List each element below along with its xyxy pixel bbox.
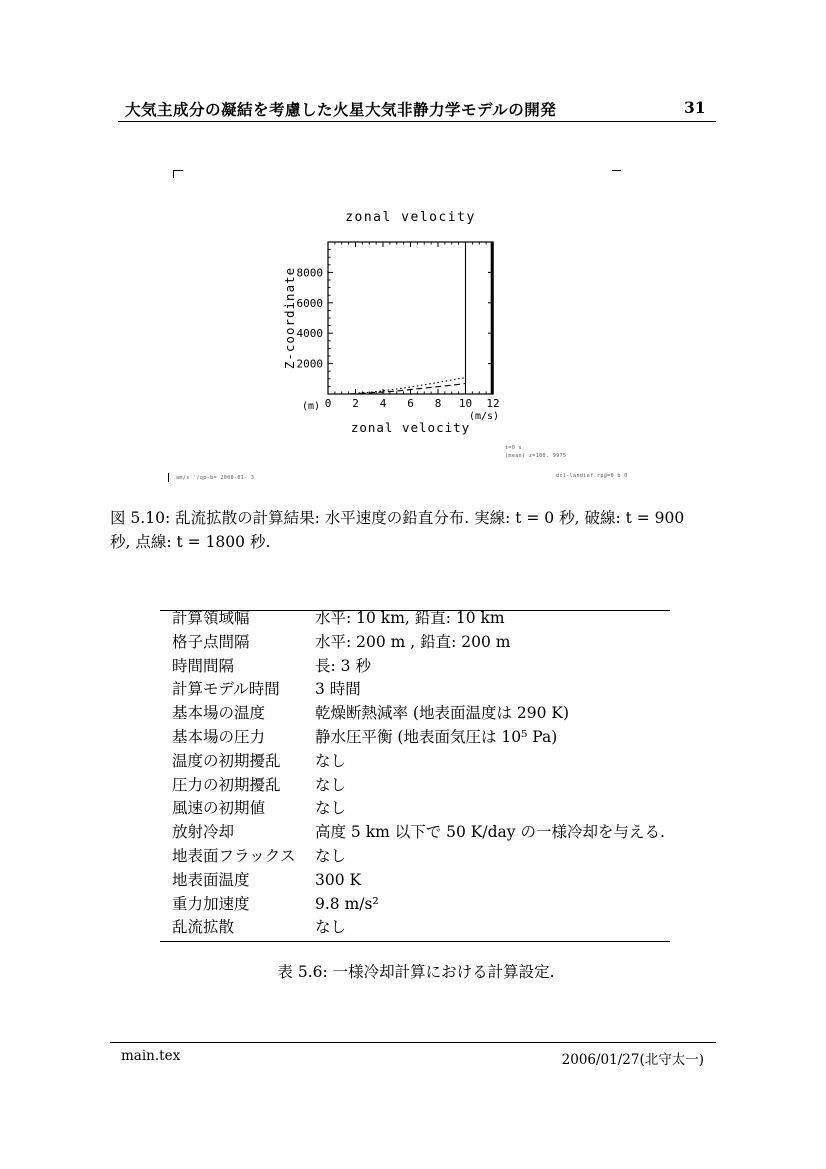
y-axis-unit: (m)	[301, 401, 320, 412]
row-value: 長: 3 秒	[315, 656, 371, 675]
row-value: 乾燥断熱減率 (地表面温度は 290 K)	[315, 704, 570, 723]
row-label: 地表面温度	[172, 870, 250, 889]
table-row	[160, 893, 670, 917]
zonal-velocity-chart	[268, 198, 530, 443]
x-tick-label: 10	[458, 397, 473, 410]
y-axis-label: Z-coordinate	[282, 266, 297, 370]
row-label: 基本場の圧力	[172, 727, 266, 746]
plot-annotation-mean: (mean) z=100. 9975	[505, 453, 567, 459]
row-label: 乱流拡散	[172, 918, 235, 937]
x-tick-label: 8	[434, 397, 442, 410]
row-value: なし	[315, 846, 347, 865]
figure-caption-line-1: 図 5.10: 乱流拡散の計算結果: 水平速度の鉛直分布. 実線: t = 0 秒, 破線: t = 900	[110, 509, 685, 527]
y-tick-label: 2000	[296, 357, 323, 371]
row-value: なし	[315, 775, 347, 794]
x-tick-label: 4	[379, 397, 387, 410]
row-value: なし	[315, 918, 347, 937]
table-row	[160, 869, 670, 893]
figure-corner-mark-top-right	[612, 170, 621, 171]
figure-stamp-right: dcl-landief.rp@=0 b 0	[556, 473, 628, 479]
row-label: 放射冷却	[172, 823, 235, 842]
row-label: 地表面フラックス	[172, 846, 296, 865]
table-bottom-rule	[160, 941, 670, 942]
y-tick-label: 8000	[296, 266, 323, 280]
row-value: 水平: 200 m , 鉛直: 200 m	[315, 632, 511, 651]
row-label: 格子点間隔	[172, 632, 250, 651]
row-value: 3 時間	[315, 680, 361, 699]
chart-title: zonal velocity	[345, 210, 476, 225]
table-caption: 表 5.6: 一様冷却計算における計算設定.	[277, 963, 555, 981]
row-label: 温度の初期擾乱	[172, 751, 281, 770]
row-label: 時間間隔	[172, 656, 235, 675]
y-tick-label: 4000	[296, 327, 323, 341]
x-axis-unit: (m/s)	[468, 411, 500, 422]
x-tick-label: 0	[324, 397, 332, 410]
row-label: 風速の初期値	[172, 799, 266, 818]
row-label: 計算領域幅	[172, 609, 250, 627]
header-rule	[118, 121, 716, 122]
table-row	[160, 607, 670, 631]
x-tick-label: 2	[352, 397, 359, 410]
table-row	[160, 845, 670, 869]
figure-corner-mark-bottom-left	[168, 473, 169, 482]
plot-frame	[328, 242, 493, 394]
y-tick-label: 6000	[296, 296, 323, 310]
row-value: 高度 5 km 以下で 50 K/day の一様冷却を与える.	[315, 823, 665, 842]
table-row	[160, 655, 670, 679]
x-axis-label: zonal velocity	[350, 420, 471, 435]
row-label: 計算モデル時間	[172, 680, 280, 699]
table-row	[160, 797, 670, 821]
x-tick-label: 6	[407, 397, 414, 410]
page-number: 31	[684, 98, 706, 117]
table-row	[160, 726, 670, 750]
row-value: 静水圧平衡 (地表面気圧は 10⁵ Pa)	[315, 727, 558, 746]
footer-rule	[110, 1042, 716, 1043]
table-row	[160, 750, 670, 774]
footer-filename: main.tex	[121, 1048, 181, 1064]
table-row	[160, 774, 670, 798]
table-row	[160, 702, 670, 726]
row-label: 重力加速度	[172, 894, 250, 913]
row-label: 圧力の初期擾乱	[172, 775, 281, 794]
row-value: 9.8 m/s²	[315, 894, 379, 913]
table-row	[160, 916, 670, 940]
table-row	[160, 821, 670, 845]
row-value: なし	[315, 799, 347, 818]
figure-caption-line-2: 秒, 点線: t = 1800 秒.	[110, 533, 271, 551]
table-row	[160, 631, 670, 655]
row-value: 300 K	[315, 870, 362, 889]
row-value: なし	[315, 751, 347, 770]
figure-stamp-left: am/s '/qp-b= 2000-01- 3	[176, 475, 255, 481]
running-header-title: 大気主成分の凝結を考慮した火星大気非静力学モデルの開発	[125, 101, 557, 119]
table-row	[160, 678, 670, 702]
row-value: 水平: 10 km, 鉛直: 10 km	[315, 609, 505, 627]
settings-table	[160, 607, 670, 940]
figure-corner-mark-top-left	[173, 170, 183, 178]
row-label: 基本場の温度	[172, 704, 266, 723]
x-tick-label: 12	[486, 397, 500, 410]
footer-date-author: 2006/01/27(北守太一)	[561, 1052, 704, 1068]
plot-annotation-time: t=0 s	[505, 445, 523, 451]
